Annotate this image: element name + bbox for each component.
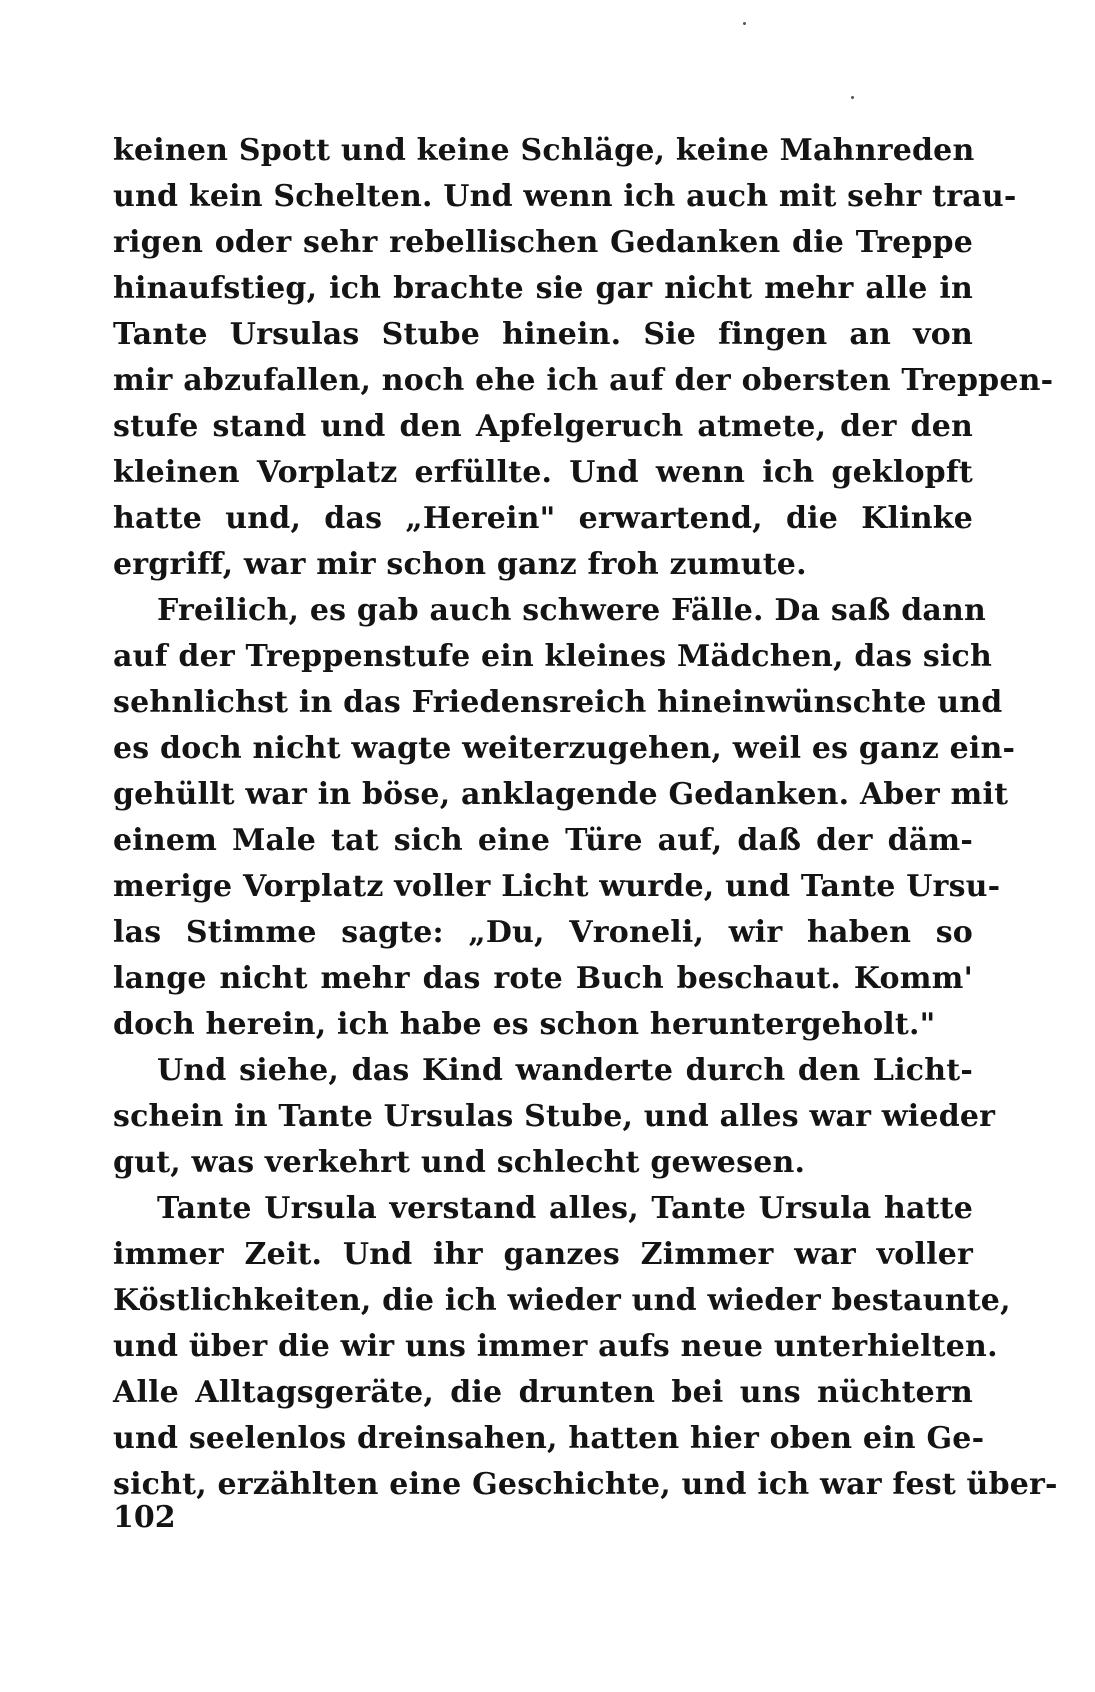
text-line: und kein Schelten. Und wenn ich auch mit sehr trau-: [113, 179, 1017, 214]
text-line: hinaufstieg, ich brachte sie gar nicht mehr alle in: [113, 271, 973, 306]
paragraph-first-line: Tante Ursula verstand alles, Tante Ursula hatte: [157, 1191, 973, 1226]
paragraph-first-line: Freilich, es gab auch schwere Fälle. Da saß dann: [157, 593, 987, 628]
page-number: 102: [113, 1500, 176, 1535]
text-line: lange nicht mehr das rote Buch beschaut. Komm': [113, 961, 973, 996]
text-line: und über die wir uns immer aufs neue unterhielten.: [113, 1329, 998, 1364]
text-line: ergriff, war mir schon ganz froh zumute.: [113, 547, 807, 582]
body-text: [113, 128, 1058, 1508]
text-line: auf der Treppenstufe ein kleines Mädchen, das sich: [113, 639, 993, 674]
text-line: sehnlichst in das Friedensreich hineinwünschte und: [113, 685, 1003, 720]
text-line: immer Zeit. Und ihr ganzes Zimmer war voller: [113, 1237, 973, 1272]
text-line: einem Male tat sich eine Türe auf, daß der däm-: [113, 823, 973, 858]
text-line: es doch nicht wagte weiterzugehen, weil es ganz ein-: [113, 731, 1016, 766]
text-line: gut, was verkehrt und schlecht gewesen.: [113, 1145, 806, 1180]
text-line: mir abzufallen, noch ehe ich auf der obersten Treppen-: [113, 363, 1054, 398]
text-line: las Stimme sagte: „Du, Vroneli, wir haben so: [113, 915, 973, 950]
text-line: Köstlichkeiten, die ich wieder und wieder bestaunte,: [113, 1283, 1011, 1318]
text-line: doch herein, ich habe es schon heruntergeholt.": [113, 1007, 936, 1042]
text-line: stufe stand und den Apfelgeruch atmete, der den: [113, 409, 973, 444]
text-line: Alle Alltagsgeräte, die drunten bei uns nüchtern: [113, 1375, 973, 1410]
text-line: und seelenlos dreinsahen, hatten hier oben ein Ge-: [113, 1421, 985, 1456]
text-line: merige Vorplatz voller Licht wurde, und Tante Ursu-: [113, 869, 1001, 904]
text-line: hatte und, das „Herein" erwartend, die Klinke: [113, 501, 973, 536]
paper-speck: [851, 96, 854, 99]
paragraph-first-line: Und siehe, das Kind wanderte durch den Licht-: [157, 1053, 973, 1088]
text-line: Tante Ursulas Stube hinein. Sie fingen an von: [113, 317, 973, 352]
text-line: gehüllt war in böse, anklagende Gedanken. Aber mit: [113, 777, 1009, 812]
text-line: keinen Spott und keine Schläge, keine Mahnreden: [113, 133, 975, 168]
text-line: sicht, erzählten eine Geschichte, und ich war fest über-: [113, 1467, 1058, 1502]
paper-speck: [743, 22, 746, 25]
text-line: kleinen Vorplatz erfüllte. Und wenn ich geklopft: [113, 455, 973, 490]
text-line: schein in Tante Ursulas Stube, und alles war wieder: [113, 1099, 996, 1134]
text-line: rigen oder sehr rebellischen Gedanken die Treppe: [113, 225, 973, 260]
